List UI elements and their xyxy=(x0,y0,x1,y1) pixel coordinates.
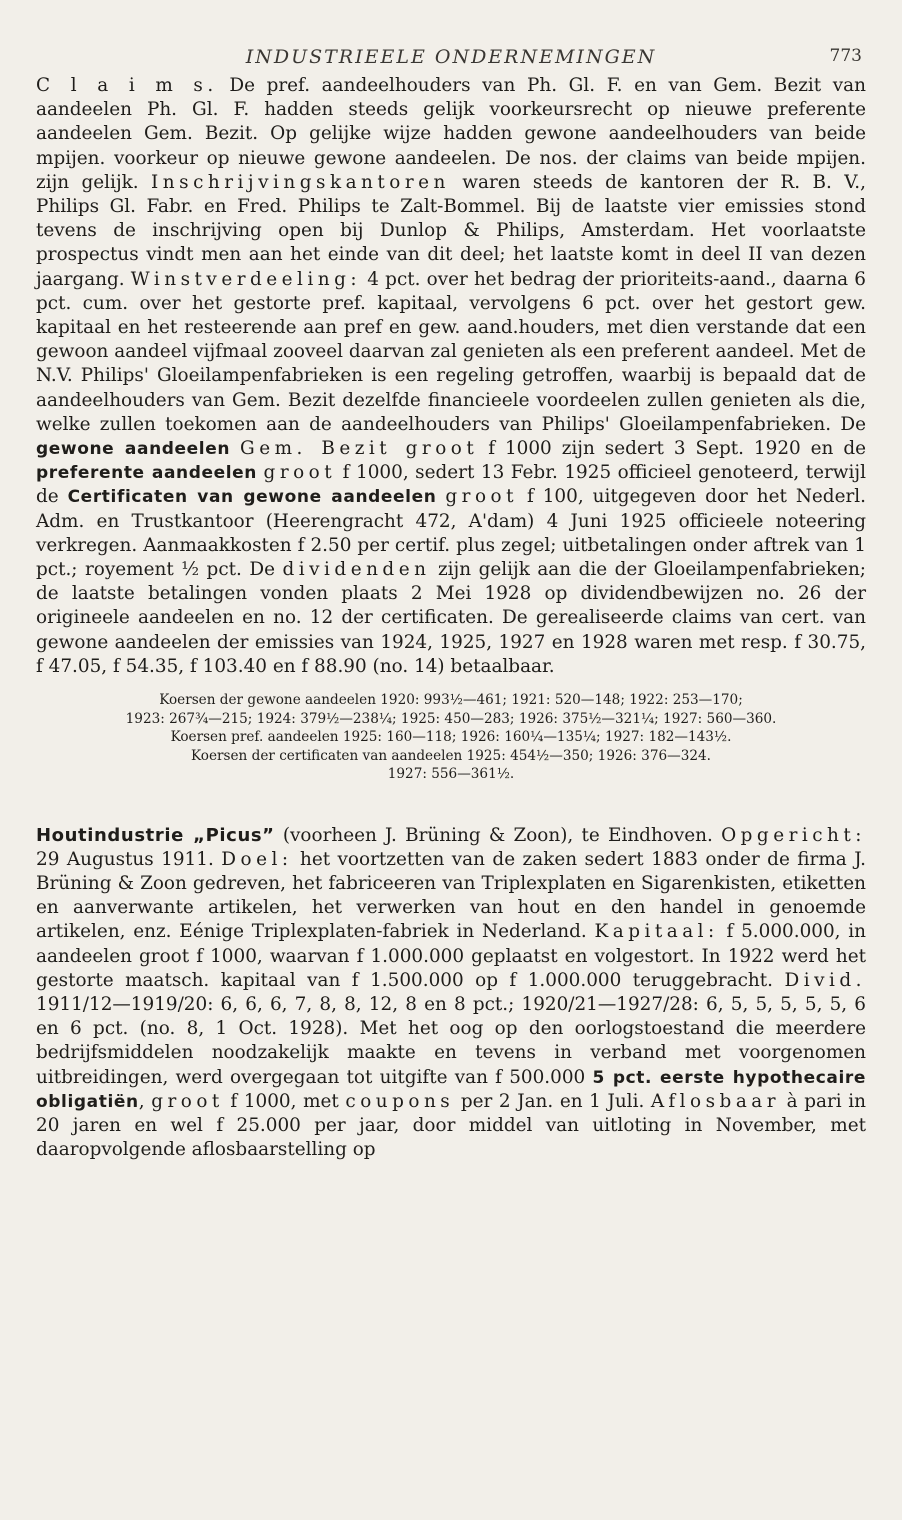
text-fragment: f 1000, sedert 13 Febr. 1925 officieel genoteerd, terwijl de xyxy=(36,462,866,508)
koersen-line: 1923: 267¾—215; 1924: 379½—238¼; 1925: 450—283; 1926: 375½—321¼; 1927: 560—360. xyxy=(125,710,777,727)
text-fragment: 4 pct. over het bedrag der prioriteits-aand., daarna 6 pct. cum. over het gestorte pref. kapitaal, vervolgens 6 pct. over het gestort gew. kapitaal en het resteerende aan pref en gew. aand.houders, met dien verstande dat een gewoon aandeel vijfmaal zooveel daarvan zal genieten als een preferent aandeel. Met de N.V. Philips' Gloeilampenfabrieken is een regeling getroffen, waarbij is bepaald dat de aandeelhouders van Gem. Bezit dezelfde financieele voordeelen zullen genieten als die, welke zullen toekomen aan de aandeelhouders van Philips' Gloeilampenfabrieken. De xyxy=(36,268,866,435)
heading-obligatien: 5 pct. eerste hypothecaire obligatiën xyxy=(36,1067,866,1112)
label-aflosbaar: Aflosbaar xyxy=(650,1090,781,1112)
label-divid: Divid. xyxy=(784,969,866,991)
running-title: INDUSTRIEELE ONDERNEMINGEN xyxy=(245,46,657,68)
label-groot: groot xyxy=(151,1090,224,1112)
claims-paragraph xyxy=(36,74,866,679)
heading-certificaten: Certificaten van gewone aandeelen xyxy=(67,487,437,508)
text-fragment: , xyxy=(138,1090,152,1112)
text-fragment: zijn gelijk aan die der Gloeilampenfabrieken; de laatste betalingen vonden plaats 2 Mei 1928 op dividendbewijzen no. 26 der origineele aandeelen en no. 12 der certificaten. De gerealiseerde claims van cert. van gewone aandeelen der emissies van 1924, 1925, 1927 en 1928 waren met resp. f 30.75, f 47.05, f 54.35, f 103.40 en f 88.90 (no. 14) betaalbaar. xyxy=(36,559,866,677)
text-fragment: per 2 Jan. en 1 Juli. xyxy=(454,1090,651,1112)
koersen-line: Koersen pref. aandeelen 1925: 160—118; 1926: 160¼—135¼; 1927: 182—143½. xyxy=(170,729,732,746)
label-doel: Doel: xyxy=(221,848,293,870)
label-inschrijvingskantoren: Inschrijvingskantoren xyxy=(151,171,450,193)
text-fragment: f 5.000.000, in aandeelen groot f 1000, waarvan f 1.000.000 geplaatst en volgestort. In 1922 werd het gestorte maatsch. kapitaal van f 1.500.000 op f 1.000.000 teruggebracht. xyxy=(36,921,867,991)
text-fragment: 29 Augustus 1911. xyxy=(36,848,222,870)
koersen-line: Koersen der certificaten van aandeelen 1925: 454½—350; 1926: 376—324. xyxy=(191,747,711,764)
label-gem-bezit-groot: Gem. Bezit groot xyxy=(240,438,479,460)
text-fragment: à pari in 20 jaren en wel f 25.000 per jaar, door middel van uitloting in November, met daaropvolgende aflosbaarstelling op xyxy=(36,1090,866,1161)
company-name-picus: Houtindustrie „Picus” xyxy=(36,824,275,846)
running-header xyxy=(36,40,866,74)
text-fragment: 1911/12—1919/20: 6, 6, 6, 7, 8, 8, 12, 8 en 8 pct.; 1920/21—1927/28: 6, 5, 5, 5, 5, 5, 6 en 6 pct. (no. 8, 1 Oct. 1928). Met het oog op den oorlogstoestand die meerdere bedrijfsmiddelen noodzakelijk maakte en tevens in verband met voorgenomen uitbreidingen, werd overgegaan tot uitgifte van f 500.000 xyxy=(36,994,866,1088)
text-fragment xyxy=(230,438,240,459)
picus-paragraph xyxy=(36,824,866,1163)
koersen-block xyxy=(36,691,866,784)
label-coupons: coupons xyxy=(345,1090,455,1112)
label-opgericht: Opgericht: xyxy=(721,824,866,846)
label-dividenden: dividenden xyxy=(282,559,431,581)
text-fragment: f 100, uitgegeven door het Nederl. Adm. en Trustkantoor (Heerengracht 472, A'dam) 4 Juni 1925 officieele noteering verkregen. Aanmaakkosten f 2.50 per certif. plus zegel; uitbetalingen onder aftrek van 1 pct.; royement ½ pct. De xyxy=(36,486,866,581)
text-fragment: De pref. aandeelhouders van Ph. Gl. F. en van Gem. Bezit van aandeelen Ph. Gl. F. hadden steeds gelijk voorkeursrecht op nieuwe preferente aandeelen Gem. Bezit. Op gelijke wijze hadden gewone aandeelhouders van beide mpijen. voorkeur op nieuwe gewone aandeelen. De nos. der claims van beide mpijen. zijn gelijk. xyxy=(36,75,866,193)
text-fragment: f 1000, met xyxy=(223,1090,346,1112)
page-number: 773 xyxy=(829,46,862,66)
text-fragment: waren steeds de kantoren der R. B. V., Philips Gl. Fabr. en Fred. Philips te Zalt-Bommel. Bij de laatste vier emissies stond tevens de inschrijving open bij Dunlop & Philips, Amsterdam. Het voorlaatste prospectus vindt men aan het einde van dit deel; het laatste komt in deel II van dezen jaargang. xyxy=(36,171,866,290)
section-spacer xyxy=(36,784,866,824)
text-fragment: (voorheen J. Brüning & Zoon), te Eindhoven. xyxy=(274,824,722,846)
label-kapitaal: Kapitaal: xyxy=(594,921,719,943)
label-groot: groot xyxy=(445,486,519,508)
koersen-line: 1927: 556—361½. xyxy=(387,766,515,783)
text-fragment: f 1000 zijn sedert 3 Sept. 1920 en de xyxy=(478,438,867,460)
label-winstverdeeling: Winstverdeeling: xyxy=(130,268,362,290)
koersen-line: Koersen der gewone aandeelen 1920: 993½—461; 1921: 520—148; 1922: 253—170; xyxy=(159,692,743,709)
text-fragment: het voortzetten van de zaken sedert 1883 onder de firma J. Brüning & Zoon gedreven, het fabriceeren van Triplexplaten en Sigarenkisten, etiketten en aanverwante artikelen, het verwerken van hout en den handel in genoemde artikelen, enz. Eénige Triplexplaten-fabriek in Nederland. xyxy=(36,848,866,943)
label-groot: groot xyxy=(263,462,337,484)
label-claims: C l a i m s. xyxy=(36,75,218,96)
heading-gewone-aandeelen: gewone aandeelen xyxy=(36,439,231,460)
heading-preferente-aandeelen: preferente aandeelen xyxy=(36,463,258,484)
